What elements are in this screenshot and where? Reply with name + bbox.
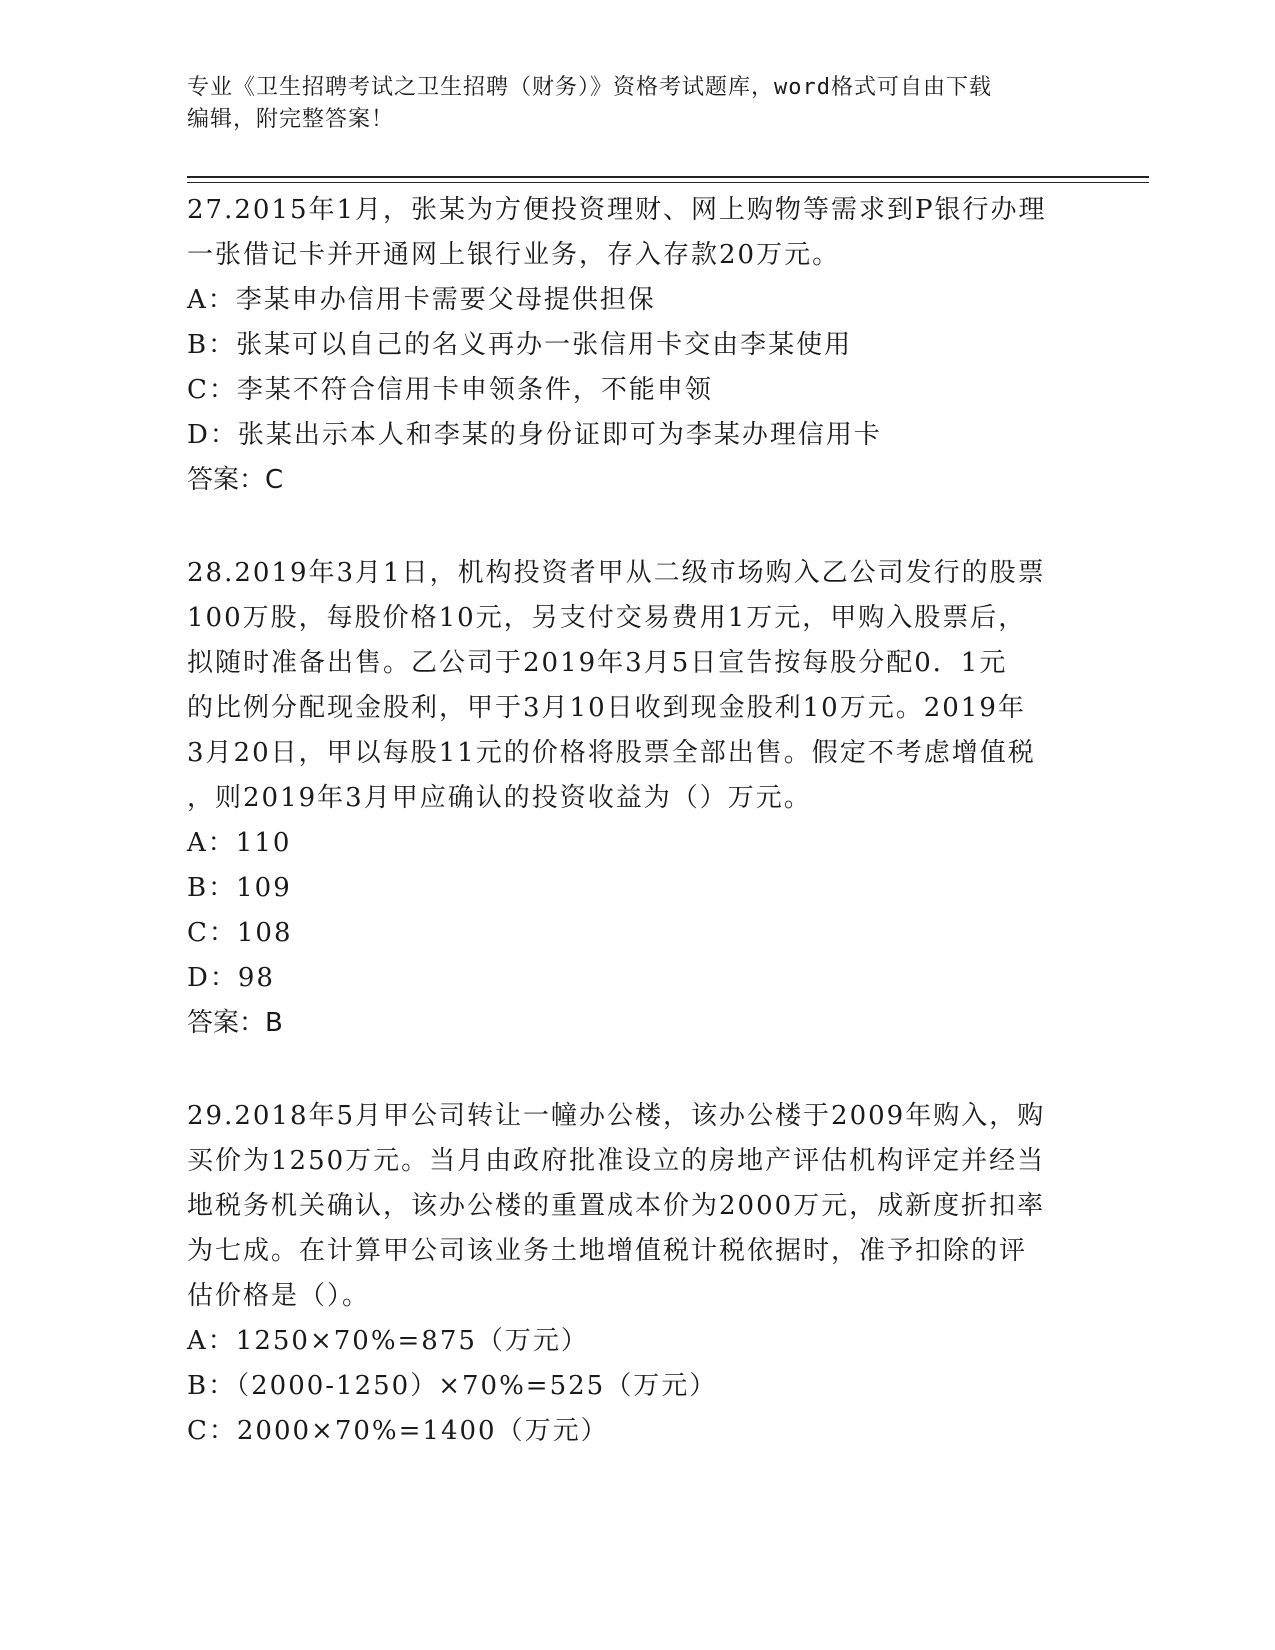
option-b: B：（2000-1250）×70%=525（万元）	[187, 1371, 718, 1401]
header-line-1: 专业《卫生招聘考试之卫生招聘（财务）》资格考试题库，word格式可自由下载	[187, 75, 992, 100]
question-spacer	[187, 1046, 1087, 1094]
option-d: D：98	[187, 963, 275, 993]
question-stem-line: ，则2019年3月甲应确认的投资收益为（）万元。	[187, 783, 812, 813]
option-b: B：张某可以自己的名义再办一张信用卡交由李某使用	[187, 330, 853, 360]
question-stem-line: 买价为1250万元。当月由政府批准设立的房地产评估机构评定并经当	[187, 1146, 1046, 1176]
option-a: A：110	[187, 828, 292, 858]
question-29	[187, 1094, 1087, 1454]
option-a: A：1250×70%=875（万元）	[187, 1326, 589, 1356]
option-b: B：109	[187, 873, 292, 903]
question-stem-line: 100万股，每股价格10元，另支付交易费用1万元，甲购入股票后，	[187, 603, 1027, 633]
option-d: D：张某出示本人和李某的身份证即可为李某办理信用卡	[187, 420, 882, 450]
header-divider-thick	[187, 176, 1149, 178]
header-divider-thin	[187, 182, 1149, 183]
document-header	[187, 72, 1087, 136]
question-stem-line: 29.2018年5月甲公司转让一幢办公楼，该办公楼于2009年购入，购	[187, 1101, 1046, 1131]
option-a: A：李某申办信用卡需要父母提供担保	[187, 285, 656, 315]
question-spacer	[187, 503, 1087, 551]
option-c: C：李某不符合信用卡申领条件，不能申领	[187, 375, 713, 405]
option-c: C：108	[187, 918, 293, 948]
question-stem-line: 地税务机关确认，该办公楼的重置成本价为2000万元，成新度折扣率	[187, 1191, 1046, 1221]
questions-content	[187, 188, 1087, 1454]
question-stem-line: 27.2015年1月，张某为方便投资理财、网上购物等需求到P银行办理	[187, 195, 1047, 225]
header-line-2: 编辑，附完整答案！	[187, 107, 395, 132]
answer-label: 答案：C	[187, 465, 284, 495]
question-stem-line: 28.2019年3月1日，机构投资者甲从二级市场购入乙公司发行的股票	[187, 558, 1046, 588]
question-stem-line: 估价格是（）。	[187, 1281, 371, 1311]
question-stem-line: 一张借记卡并开通网上银行业务，存入存款20万元。	[187, 240, 841, 270]
option-c: C：2000×70%=1400（万元）	[187, 1416, 609, 1446]
question-stem-line: 3月20日，甲以每股11元的价格将股票全部出售。假定不考虑增值税	[187, 738, 1036, 768]
question-stem-line: 的比例分配现金股利，甲于3月10日收到现金股利10万元。2019年	[187, 693, 1026, 723]
question-27	[187, 188, 1087, 503]
question-28	[187, 551, 1087, 1046]
question-stem-line: 拟随时准备出售。乙公司于2019年3月5日宣告按每股分配0．1元	[187, 648, 1008, 678]
answer-label: 答案：B	[187, 1008, 283, 1038]
question-stem-line: 为七成。在计算甲公司该业务土地增值税计税依据时，准予扣除的评	[187, 1236, 1028, 1266]
